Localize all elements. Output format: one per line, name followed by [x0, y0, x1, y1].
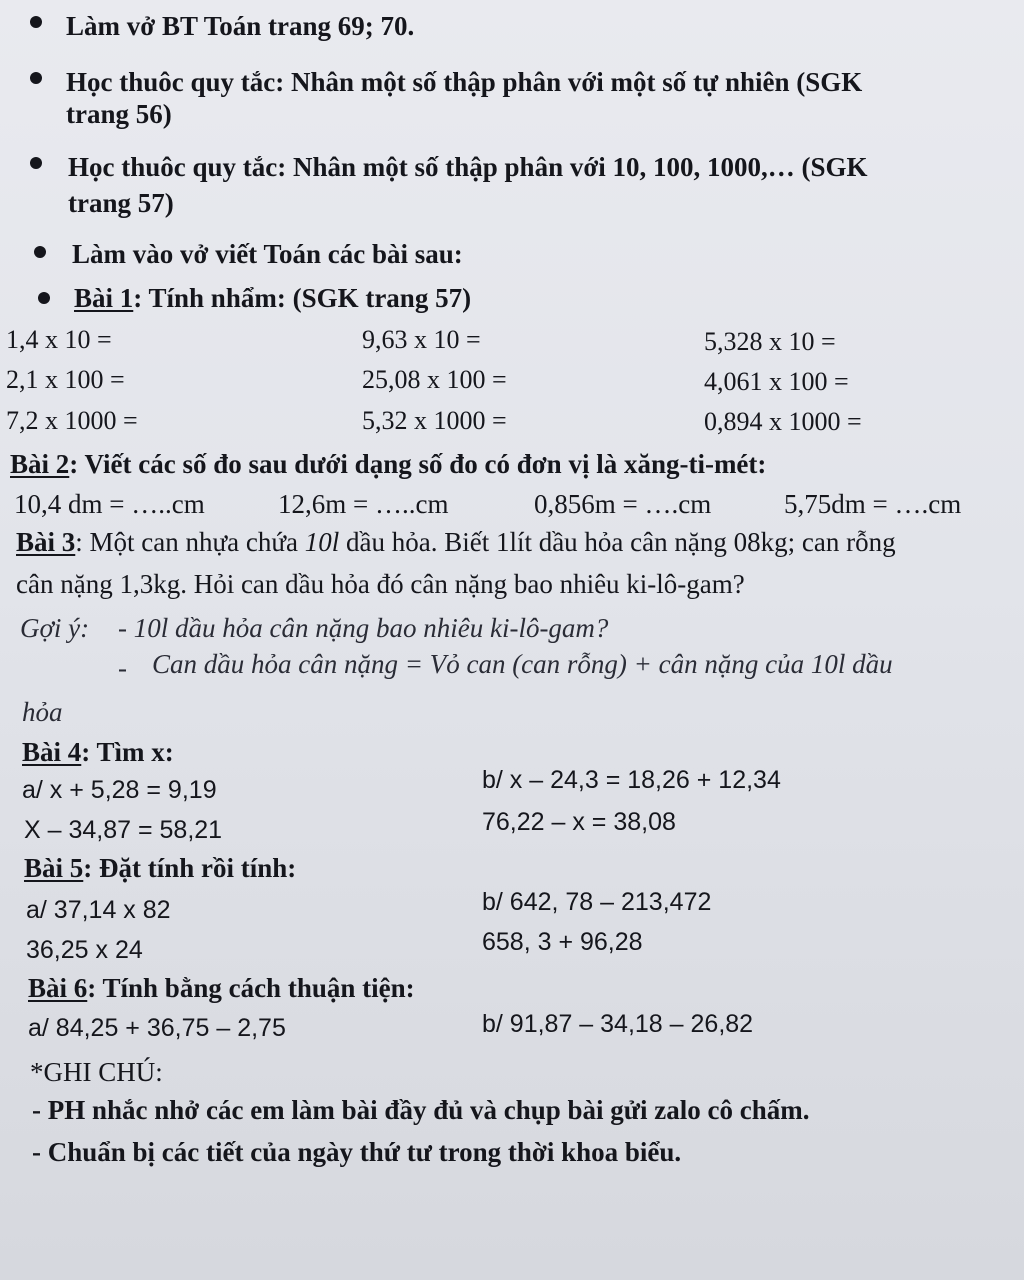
exercise-4-instruction: : Tìm x: [81, 737, 174, 767]
exercise-3-text-part: dầu hỏa. Biết 1lít dầu hỏa cân nặng 08kg; can rỗng [339, 527, 896, 557]
exercise-2-item: 0,856m = ….cm [534, 489, 712, 519]
exercise-1-item: 4,061 x 100 = [704, 367, 849, 396]
exercise-4-item: X – 34,87 = 58,21 [24, 816, 223, 844]
bullet-dot [38, 292, 50, 304]
note-title: *GHI CHÚ: [30, 1057, 163, 1087]
exercise-1-item: 25,08 x 100 = [362, 365, 507, 394]
exercise-4-item: 76,22 – x = 38,08 [482, 808, 676, 836]
exercise-2-item: 5,75dm = ….cm [784, 489, 962, 519]
exercise-6-item: a/ 84,25 + 36,75 – 2,75 [28, 1014, 286, 1042]
hint-line-continued: hỏa [22, 697, 63, 727]
exercise-6-instruction: : Tính bằng cách thuận tiện: [87, 973, 415, 1003]
exercise-2-item: 12,6m = …..cm [278, 489, 449, 519]
exercise-5-title: Bài 5 [24, 853, 84, 883]
bullet-text-continued: trang 56) [66, 99, 172, 129]
exercise-2-instruction: : Viết các số đo sau dưới dạng số đo có đơn vị là xăng-ti-mét: [69, 449, 767, 479]
bullet-text: Học thuôc quy tắc: Nhân một số thập phân với 10, 100, 1000,… (SGK [68, 152, 868, 182]
exercise-1-item: 5,32 x 1000 = [362, 406, 507, 435]
exercise-1-item: 1,4 x 10 = [6, 325, 112, 354]
bullet-text: Học thuôc quy tắc: Nhân một số thập phân với một số tự nhiên (SGK [66, 67, 863, 97]
exercise-4-item: b/ x – 24,3 = 18,26 + 12,34 [482, 766, 781, 794]
exercise-1-item: 0,894 x 1000 = [704, 407, 862, 436]
exercise-6-title: Bài 6 [28, 973, 88, 1003]
exercise-1-instruction: : Tính nhẩm: (SGK trang 57) [133, 283, 472, 313]
hint-line: Can dầu hỏa cân nặng = Vỏ can (can rỗng) + cân nặng của 10l dầu [152, 649, 893, 679]
exercise-3-text-part: : Một can nhựa chứa [75, 527, 305, 557]
bullet-text: Làm vào vở viết Toán các bài sau: [72, 239, 463, 269]
bullet-dot [30, 72, 42, 84]
exercise-2-title: Bài 2 [10, 449, 70, 479]
exercise-3-text-line2: cân nặng 1,3kg. Hỏi can dầu hỏa đó cân nặng bao nhiêu ki-lô-gam? [16, 569, 745, 599]
hint-dash: - [118, 653, 127, 683]
exercise-1-heading [74, 282, 471, 314]
exercise-3-title: Bài 3 [16, 527, 76, 557]
exercise-4-heading [22, 736, 174, 768]
bullet-text: Làm vở BT Toán trang 69; 70. [66, 11, 415, 41]
bullet-dot [30, 16, 42, 28]
exercise-1-item: 7,2 x 1000 = [6, 406, 138, 435]
exercise-5-item: 36,25 x 24 [26, 936, 143, 964]
exercise-5-instruction: : Đặt tính rồi tính: [83, 853, 297, 883]
hint-line: - 10l dầu hỏa cân nặng bao nhiêu ki-lô-gam? [118, 613, 609, 643]
exercise-1-title: Bài 1 [74, 283, 134, 313]
exercise-1-item: 5,328 x 10 = [704, 327, 836, 356]
exercise-5-heading [24, 852, 296, 884]
exercise-6-item: b/ 91,87 – 34,18 – 26,82 [482, 1010, 754, 1038]
exercise-3-text [16, 526, 896, 558]
exercise-1-item: 9,63 x 10 = [362, 325, 481, 354]
bullet-dot [30, 157, 42, 169]
bullet-dot [34, 246, 46, 258]
exercise-5-item: b/ 642, 78 – 213,472 [482, 888, 712, 916]
exercise-4-title: Bài 4 [22, 737, 82, 767]
bullet-text-continued: trang 57) [68, 188, 174, 218]
exercise-5-item: 658, 3 + 96,28 [482, 928, 643, 956]
hint-label: Gợi ý: [20, 613, 90, 643]
note-line: - PH nhắc nhở các em làm bài đầy đủ và chụp bài gửi zalo cô chấm. [32, 1095, 810, 1125]
exercise-1-item: 2,1 x 100 = [6, 365, 125, 394]
exercise-2-heading [10, 448, 766, 480]
exercise-5-item: a/ 37,14 x 82 [26, 896, 171, 924]
note-line: - Chuẩn bị các tiết của ngày thứ tư trong thời khoa biểu. [32, 1137, 682, 1167]
exercise-3-volume: 10l [304, 527, 340, 557]
exercise-2-item: 10,4 dm = …..cm [14, 489, 205, 519]
exercise-6-heading [28, 972, 415, 1004]
exercise-4-item: a/ x + 5,28 = 9,19 [22, 776, 217, 804]
